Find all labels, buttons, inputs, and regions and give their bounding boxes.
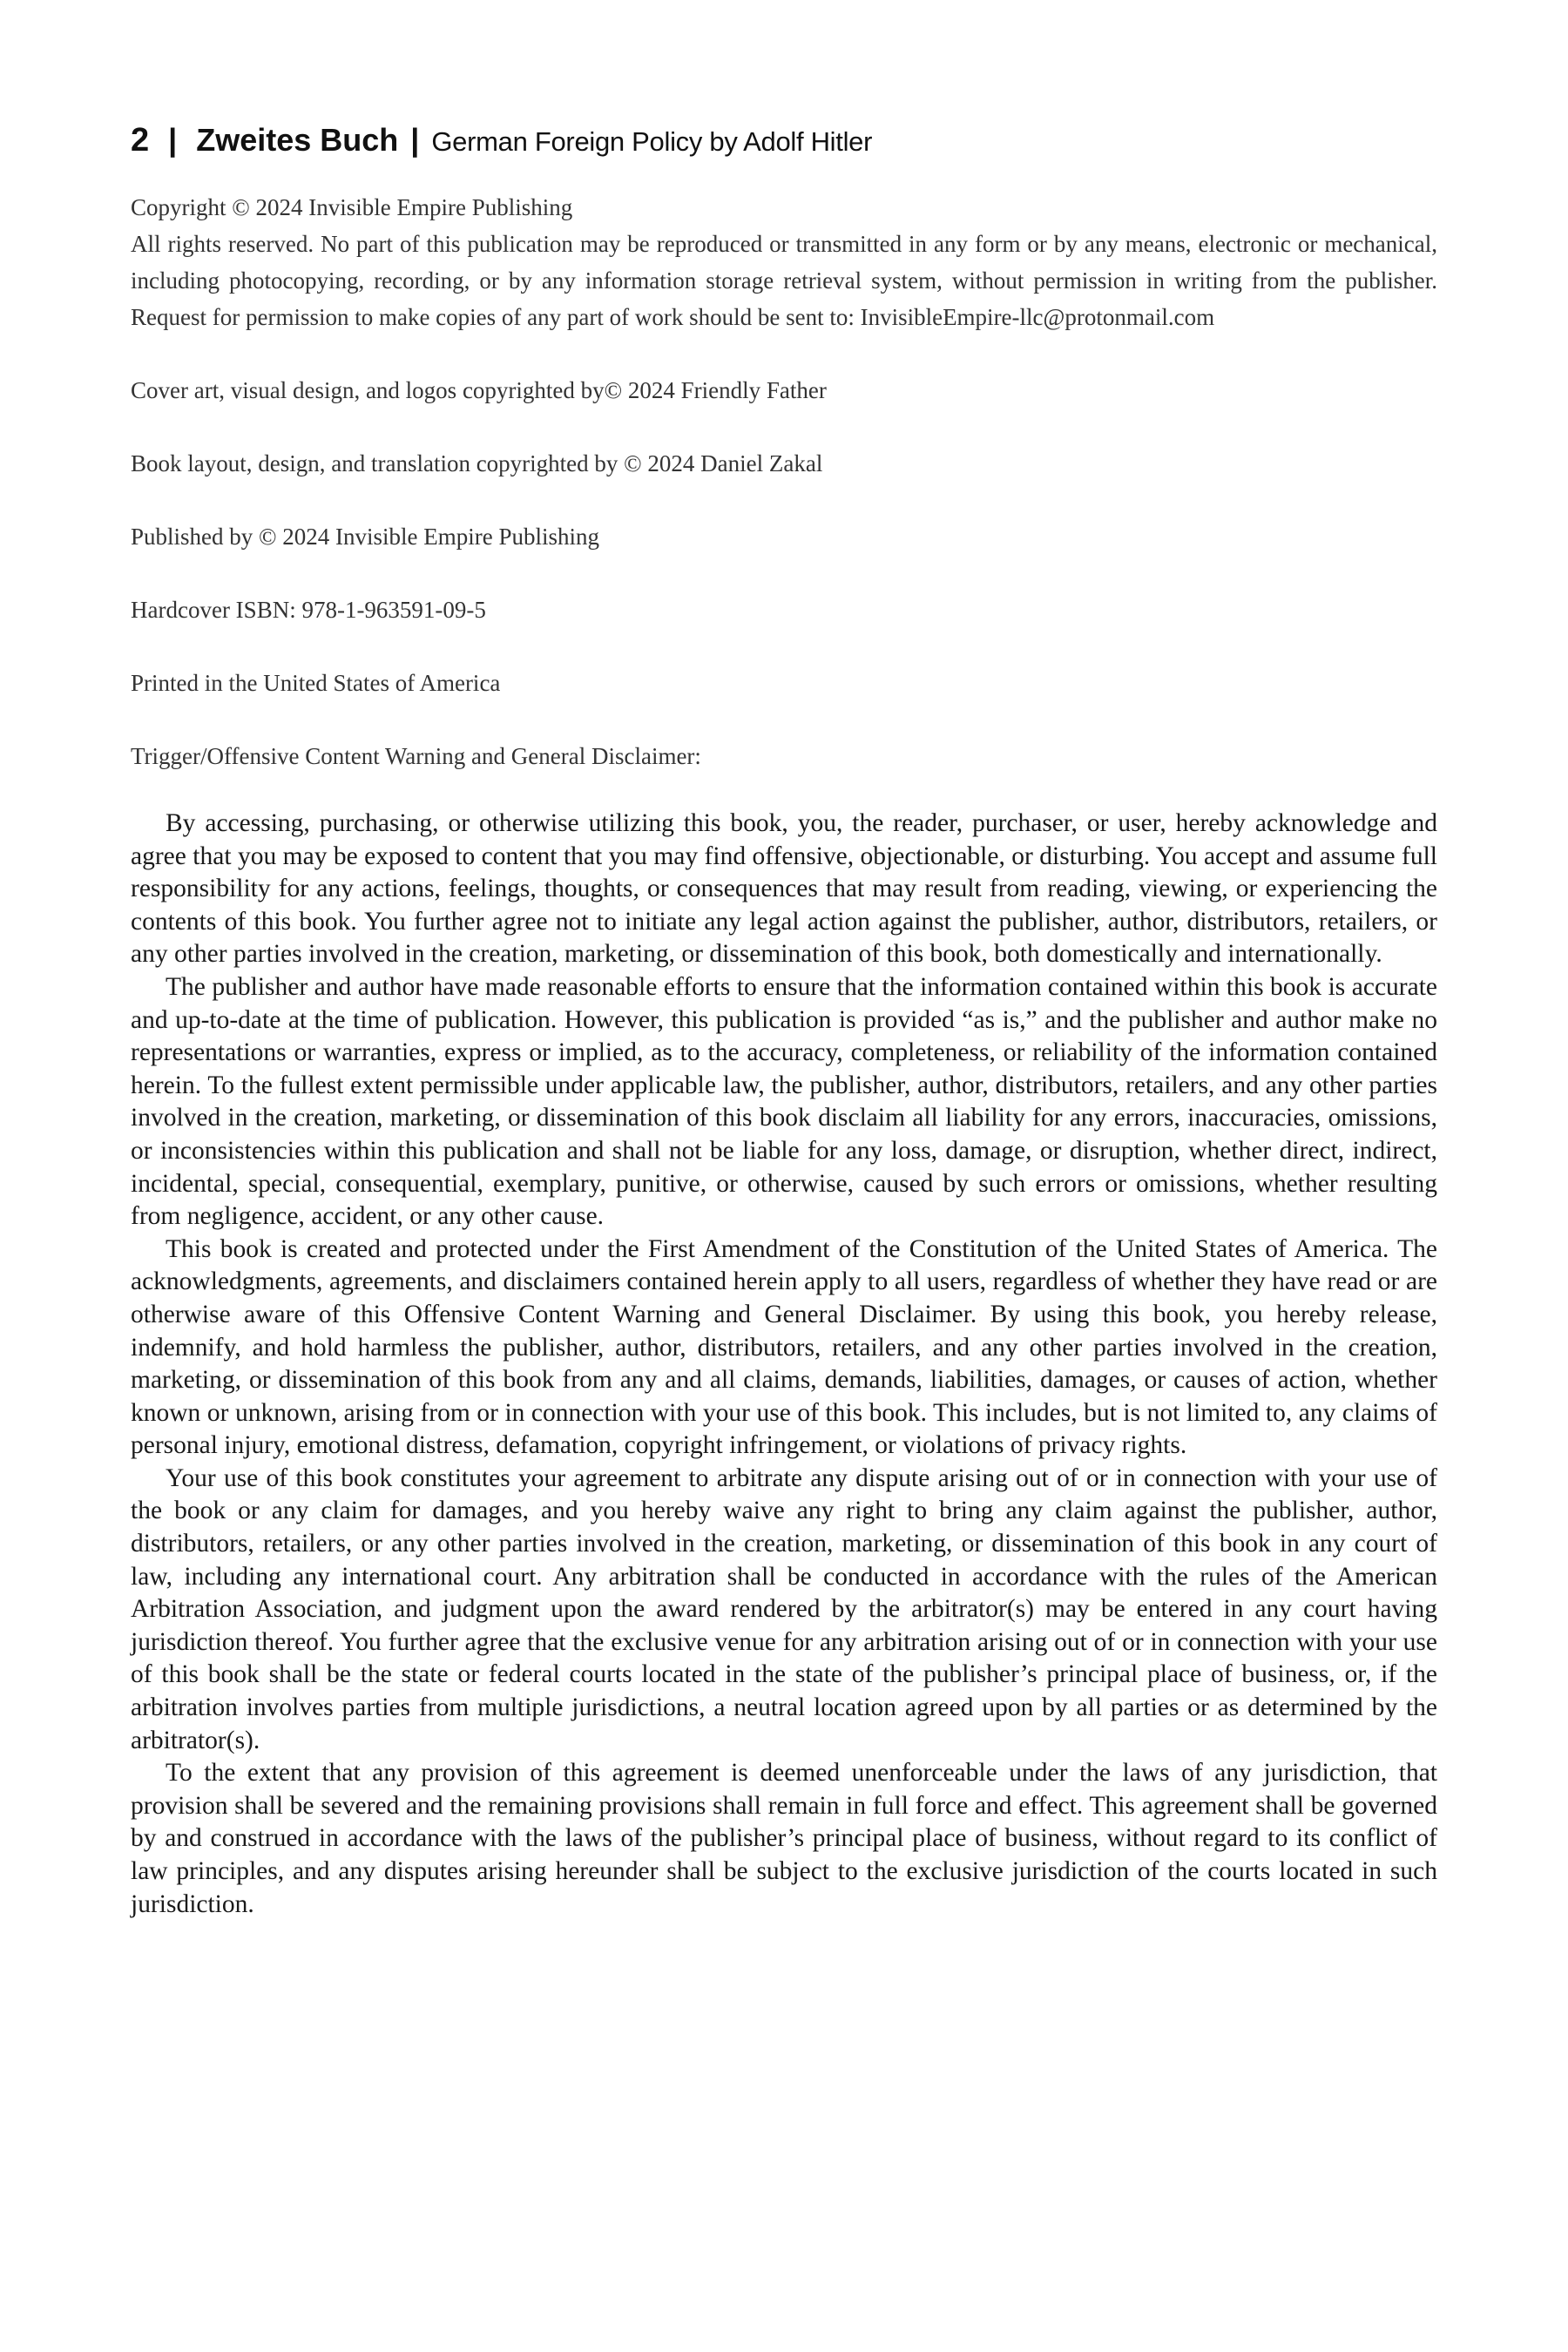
- running-head-separator: |: [410, 122, 420, 158]
- disclaimer-text: [131, 808, 1437, 1921]
- rights-statement: All rights reserved. No part of this publication may be reproduced or transmitted in any form or by any means, electronic or mechanical, including photocopying, recording, or by any information storage retrieval system, without permission in writing from the publisher. Request for permission to make copies of any part of work should be sent to: InvisibleEmpire-llc@protonmail.com: [131, 231, 1437, 330]
- isbn-line: Hardcover ISBN: 978-1-963591-09-5: [131, 597, 486, 623]
- page-number: 2: [131, 122, 150, 159]
- running-head-separator: |: [168, 122, 178, 158]
- warning-heading: Trigger/Offensive Content Warning and General Disclaimer:: [131, 743, 701, 769]
- disclaimer-paragraph: The publisher and author have made reasonable efforts to ensure that the information contained within this book is accurate and up-to-date at the time of publication. However, this publication is provided “as is,” and the publisher and author make no representations or warranties, express or implied, as to the accuracy, completeness, or reliability of the information contained herein. To the fullest extent permissible under applicable law, the publisher, author, distributors, retailers, and any other parties involved in the creation, marketing, or dissemination of this book disclaim all liability for any errors, inaccuracies, omissions, or inconsistencies within this publication and shall not be liable for any loss, damage, or disruption, whether direct, indirect, incidental, special, consequential, exemplary, punitive, or otherwise, caused by such errors or omissions, whether resulting from negligence, accident, or any other cause.: [131, 972, 1437, 1231]
- publisher-credit: Published by © 2024 Invisible Empire Publishing: [131, 524, 600, 550]
- disclaimer-paragraph: To the extent that any provision of this agreement is deemed unenforceable under the laws of any jurisdiction, that provision shall be severed and the remaining provisions shall remain in full force and effect. This agreement shall be governed by and construed in accordance with the laws of the publisher’s principal place of business, without regard to its conflict of law principles, and any disputes arising hereunder shall be subject to the exclusive jurisdiction of the courts located in such jurisdiction.: [131, 1759, 1437, 1918]
- book-subtitle: German Foreign Policy by Adolf Hitler: [431, 126, 873, 157]
- printed-in-line: Printed in the United States of America: [131, 670, 501, 696]
- book-page: [131, 122, 1437, 1921]
- book-title: Zweites Buch: [196, 122, 399, 158]
- running-head: [131, 122, 1437, 174]
- disclaimer-paragraph: By accessing, purchasing, or otherwise utilizing this book, you, the reader, purchaser, or user, hereby acknowledge and agree that you may be exposed to content that you may find offensive, objectionable, or disturbing. You accept and assume full responsibility for any actions, feelings, thoughts, or consequences that may result from reading, viewing, or experiencing the contents of this book. You further agree not to initiate any legal action against the publisher, author, distributors, retailers, or any other parties involved in the creation, marketing, or dissemination of this book, both domestically and internationally.: [131, 809, 1437, 969]
- copyright-front-matter: [131, 189, 1437, 774]
- cover-art-credit: Cover art, visual design, and logos copyrighted by© 2024 Friendly Father: [131, 377, 827, 403]
- layout-credit: Book layout, design, and translation copyrighted by © 2024 Daniel Zakal: [131, 450, 823, 476]
- copyright-block: [131, 189, 1437, 335]
- copyright-line: Copyright © 2024 Invisible Empire Publishing: [131, 194, 573, 220]
- disclaimer-paragraph: This book is created and protected under the First Amendment of the Constitution of the United States of America. The acknowledgments, agreements, and disclaimers contained herein apply to all users, regardless of whether they have read or are otherwise aware of this Offensive Content Warning and General Disclaimer. By using this book, you hereby release, indemnify, and hold harmless the publisher, author, distributors, retailers, and any other parties involved in the creation, marketing, or dissemination of this book from any and all claims, demands, liabilities, damages, or causes of action, whether known or unknown, arising from or in connection with your use of this book. This includes, but is not limited to, any claims of personal injury, emotional distress, defamation, copyright infringement, or violations of privacy rights.: [131, 1234, 1437, 1460]
- disclaimer-paragraph: Your use of this book constitutes your agreement to arbitrate any dispute arising out of or in connection with your use of the book or any claim for damages, and you hereby waive any right to bring any claim against the publisher, author, distributors, retailers, or any other parties involved in the creation, marketing, or dissemination of this book in any court of law, including any international court. Any arbitration shall be conducted in accordance with the rules of the American Arbitration Association, and judgment upon the award rendered by the arbitrator(s) may be entered in any court having jurisdiction thereof. You further agree that the exclusive venue for any arbitration arising out of or in connection with your use of this book shall be the state or federal courts located in the state of the publisher’s principal place of business, or, if the arbitration involves parties from multiple jurisdictions, a neutral location agreed upon by all parties or as determined by the arbitrator(s).: [131, 1463, 1437, 1754]
